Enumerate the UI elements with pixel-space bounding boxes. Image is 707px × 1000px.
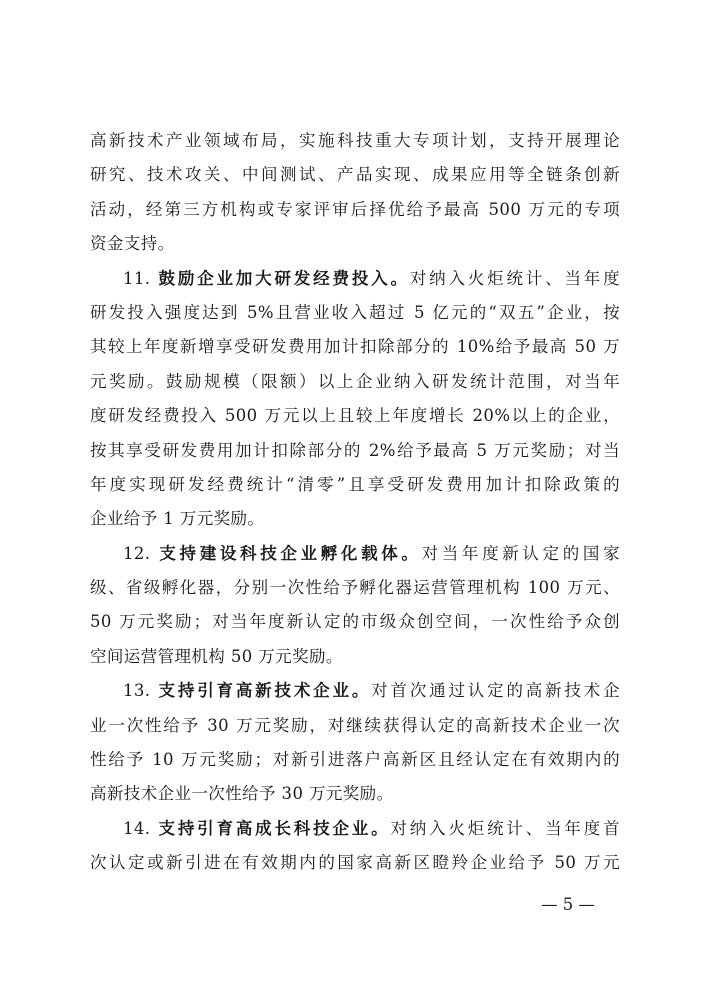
text-line: 空间运营管理机构 50 万元奖励。 xyxy=(90,646,343,666)
text-line: 企业给予 1 万元奖励。 xyxy=(90,509,265,529)
text-line: 次认定或新引进在有效期内的国家高新区瞪羚企业给予 50 万元 xyxy=(90,853,620,873)
item-12-heading: 支持建设科技企业孵化载体。 xyxy=(159,543,422,563)
item-14-first-line xyxy=(90,812,620,846)
page-number: — 5 — xyxy=(541,895,595,914)
item-14-heading: 支持引育高成长科技企业。 xyxy=(158,818,391,838)
item-11-heading: 鼓励企业加大研发经费投入。 xyxy=(158,268,410,288)
text-line: 元奖励。鼓励规模（限额）以上企业纳入研发统计范围，对当年 xyxy=(90,371,620,391)
text-line: 活动，经第三方机构或专家评审后择优给予最高 500 万元的专项 xyxy=(90,199,620,219)
item-14-first-line-text: 对纳入火炬统计、当年度首 xyxy=(390,818,620,838)
item-13-number: 13. xyxy=(123,681,151,701)
text-line: 度研发经费投入 500 万元以上且较上年度增长 20%以上的企业， xyxy=(90,406,620,426)
item-12-first-line xyxy=(90,537,620,571)
body-text xyxy=(90,124,620,881)
text-line: 资金支持。 xyxy=(90,234,175,254)
text-line: 50 万元奖励；对当年度新认定的市级众创空间，一次性给予众创 xyxy=(90,612,620,632)
text-line: 研究、技术攻关、中间测试、产品实现、成果应用等全链条创新 xyxy=(90,165,620,185)
text-line: 其较上年度新增享受研发费用加计扣除部分的 10%给予最高 50 万 xyxy=(90,337,620,357)
text-line: 年度实现研发经费统计“清零”且享受研发费用加计扣除政策的 xyxy=(90,474,620,494)
item-12-first-line-text: 对当年度新认定的国家 xyxy=(421,543,620,563)
text-line: 按其享受研发费用加计扣除部分的 2%给予最高 5 万元奖励；对当 xyxy=(90,440,620,460)
item-13-heading: 支持引育高新技术企业。 xyxy=(158,681,372,701)
text-line: 性给予 10 万元奖励；对新引进落户高新区且经认定在有效期内的 xyxy=(90,750,620,770)
item-11-first-line-text: 对纳入火炬统计、当年度 xyxy=(409,268,620,288)
text-line: 业一次性给予 30 万元奖励，对继续获得认定的高新技术企业一次 xyxy=(90,715,620,735)
item-11-first-line xyxy=(90,262,620,296)
item-14-number: 14. xyxy=(123,818,151,838)
item-13-first-line xyxy=(90,674,620,708)
text-line: 高新技术产业领域布局，实施科技重大专项计划，支持开展理论 xyxy=(90,131,620,150)
text-line: 级、省级孵化器，分别一次性给予孵化器运营管理机构 100 万元、 xyxy=(90,578,620,598)
text-line: 高新技术企业一次性给予 30 万元奖励。 xyxy=(90,784,394,804)
item-12-number: 12. xyxy=(123,543,151,563)
item-11-number: 11. xyxy=(123,268,151,288)
text-line: 研发投入强度达到 5%且营业收入超过 5 亿元的“双五”企业，按 xyxy=(90,302,620,322)
item-13-first-line-text: 对首次通过认定的高新技术企 xyxy=(371,681,620,701)
